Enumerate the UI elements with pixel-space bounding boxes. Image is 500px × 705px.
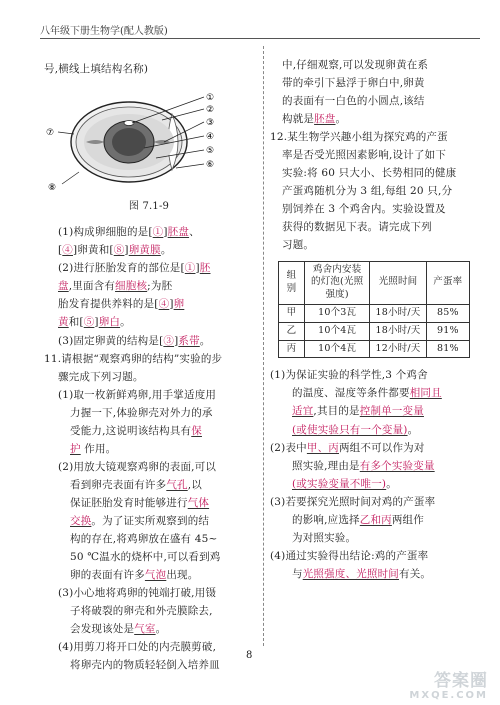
label-2: ②: [206, 105, 215, 116]
q10-2-line4: 黄和[⑤]卵白。: [58, 316, 131, 329]
q11-2-line7: 卵的表面有许多气泡出现。: [70, 569, 199, 582]
q12-2-line3: (或实验变量不唯一)。: [292, 477, 397, 490]
table-header-cell: 组别: [279, 261, 305, 304]
label-8: ⑧: [48, 183, 57, 194]
table-header-cell: 产蛋率: [426, 261, 469, 304]
cont-line3: 的表面有一白色的小圆点,该结: [282, 95, 425, 108]
table-row: [279, 304, 470, 322]
answer-blank[interactable]: 细胞核: [115, 280, 148, 293]
q12-1-line2: 的温度、湿度等条件都要相同且: [292, 387, 442, 400]
q12-line1: 12.某生物学兴趣小组为探究鸡的产蛋: [270, 131, 448, 144]
q12-2-line1: (2)表中甲、丙两组不可以作为对: [270, 441, 425, 454]
q11-3-line1: (3)小心地将鸡卵的钝端打破,用镊: [58, 587, 217, 600]
yolk-inner: [112, 128, 146, 156]
q12-line3: 实验:将 60 只大小、长势相同的健康: [282, 167, 457, 180]
table-header-cell: 鸡舍内安装的灯泡(光照强度): [305, 261, 370, 304]
q12-1-line1: (1)为保证实验的科学性,3 个鸡舍: [270, 369, 428, 382]
table-cell: 甲: [279, 304, 305, 322]
table-cell: 85%: [426, 304, 469, 322]
answer-blank[interactable]: 气体: [187, 496, 210, 509]
egg-diagram: [44, 84, 244, 194]
table-cell: 18小时/天: [370, 322, 426, 340]
answer-blank[interactable]: 气室: [134, 623, 156, 636]
answer-blank[interactable]: 胚盘: [167, 226, 190, 239]
answer-blank[interactable]: 气泡: [144, 569, 167, 582]
q10-1-line2: [④]卵黄和[⑧]卵黄膜。: [58, 244, 172, 257]
label-1: ①: [206, 93, 215, 104]
q12-1-line3: 适宜,其目的是控制单一变量: [292, 405, 424, 418]
table-header-row: [279, 261, 470, 304]
q12-line4: 产蛋鸡随机分为 3 组,每组 20 只,分: [282, 185, 453, 198]
q11-4-line1: (4)用剪刀将开口处的内壳膜剪破,: [58, 641, 217, 654]
watermark: [409, 670, 488, 701]
table-cell: 乙: [279, 322, 305, 340]
figure-caption: 图 7.1-9: [128, 201, 170, 213]
experiment-table: [278, 261, 470, 359]
cont-line2: 带的牵引下悬浮于卵白中,卵黄: [282, 77, 425, 90]
table-cell: 91%: [426, 322, 469, 340]
watermark-main: 答案圈: [434, 670, 488, 691]
q11-1-line2: 力握一下,体验卵壳对外力的承: [70, 406, 213, 419]
header-rule: [40, 38, 480, 39]
label-3: ③: [206, 118, 215, 129]
q11-1-line3: 受能力,这说明该结构具有保: [70, 424, 202, 437]
answer-blank[interactable]: 卵: [173, 298, 185, 311]
q12-line6: 获得的数据见下表。请完成下列: [282, 221, 432, 234]
table-cell: 10个4瓦: [305, 322, 370, 340]
table-cell: 18小时/天: [370, 304, 426, 322]
answer-blank[interactable]: 卵黄膜: [128, 244, 161, 257]
q11-title-line1: 11.请根据“观察鸡卵的结构”实验的步: [44, 352, 223, 365]
q12-4-line1: (4)通过实验得出结论:鸡的产蛋率: [270, 549, 429, 562]
q11-3-line3: 会发现该处是气室。: [70, 623, 167, 636]
answer-blank[interactable]: 相同且: [409, 387, 442, 400]
q10-1-line1: (1)构成卵细胞的是[①]胚盘、: [58, 226, 200, 239]
q12-3-line1: (3)若要探究光照时间对鸡的产蛋率: [270, 495, 436, 508]
table-row: [279, 322, 470, 340]
answer-blank[interactable]: 胚: [199, 262, 211, 275]
q10-2-line2: 盘,里面含有细胞核;为胚: [58, 280, 173, 293]
label-7: ⑦: [46, 128, 55, 139]
answer-blank[interactable]: 甲、丙: [306, 441, 339, 454]
q11-2-line6: 50 ℃温水的烧杯中,可以看到鸡: [70, 551, 221, 564]
q12-line2: 率是否受光照因素影响,设计了如下: [282, 149, 447, 162]
column-divider: [263, 46, 264, 646]
q12-1-line4: (或使实验只有一个变量)。: [292, 423, 419, 436]
answer-blank[interactable]: 乙和丙: [359, 513, 392, 526]
q12-3-line2: 的影响,应选择乙和丙两组作: [292, 513, 424, 526]
label-6: ⑥: [206, 160, 215, 171]
label-4: ④: [206, 132, 215, 143]
q10-2-line1: (2)进行胚胎发育的部位是[①]胚: [58, 262, 211, 275]
q11-2-line5: 构的存在,将鸡卵放在盛有 45~: [70, 533, 218, 546]
answer-blank[interactable]: 气孔: [166, 478, 188, 491]
q11-3-line2: 子将破裂的卵壳和外壳膜除去,: [70, 605, 213, 618]
answer-blank[interactable]: 系带: [178, 334, 200, 347]
table-row: [279, 340, 470, 358]
q11-2-line1: (2)用放大镜观察鸡卵的表面,可以: [58, 460, 217, 473]
q12-4-line2: 与光照强度、光照时间有关。: [292, 567, 432, 580]
q12-3-line3: 为对照实验。: [292, 531, 357, 544]
q10-2-line3: 胎发育提供养料的是[④]卵: [58, 298, 185, 311]
intro-line: 号,横线上填结构名称): [44, 63, 149, 75]
q12-2-line2: 照实验,理由是有多个实验变量: [292, 459, 435, 472]
q11-2-line2: 看到卵壳表面有许多气孔,以: [70, 478, 202, 491]
answer-blank[interactable]: 保: [191, 424, 202, 437]
q11-2-line4: 交换。为了证实所观察到的结: [70, 514, 210, 527]
table-cell: 丙: [279, 340, 305, 358]
answer-blank[interactable]: 胚盘: [314, 113, 336, 126]
q11-1-line1: (1)取一枚新鲜鸡卵,用手掌适度用: [58, 388, 217, 401]
table-cell: 10个4瓦: [305, 340, 370, 358]
q12-line7: 习题。: [282, 239, 315, 252]
page-number: 8: [246, 650, 253, 661]
right-column: [270, 56, 470, 583]
q11-title-line2: 骤完成下列习题。: [58, 370, 144, 383]
table-header-cell: 光照时间: [370, 261, 426, 304]
answer-blank[interactable]: 有多个实验变量: [359, 459, 435, 472]
cont-line1: 中,仔细观察,可以发现卵黄在系: [282, 59, 429, 71]
q11-1-line4: 护 作用。: [70, 442, 117, 455]
q11-2-line3: 保证胚胎发育时能够进行气体: [70, 496, 210, 509]
answer-blank[interactable]: 光照强度、光照时间: [302, 567, 400, 580]
cont-line4: 构就是胚盘。: [282, 113, 347, 126]
table-cell: 81%: [426, 340, 469, 358]
label-5: ⑤: [206, 146, 215, 157]
answer-blank[interactable]: 卵白: [98, 316, 121, 329]
q10-3-line1: (3)固定卵黄的结构是[③]系带。: [58, 334, 211, 347]
page-header: 八年级下册生物学(配人教版): [40, 26, 168, 37]
q12-line5: 别饲养在 3 个鸡舍内。实验设置及: [282, 203, 446, 216]
egg-diagram-svg: [44, 84, 244, 194]
table-cell: 10个3瓦: [305, 304, 370, 322]
table-cell: 12小时/天: [370, 340, 426, 358]
q11-4-line2: 将卵壳内的物质轻轻倒入培养皿: [70, 659, 220, 672]
watermark-sub: MXQE.COM: [409, 689, 488, 701]
answer-blank[interactable]: 控制单一变量: [359, 405, 424, 418]
left-column: [44, 60, 254, 674]
